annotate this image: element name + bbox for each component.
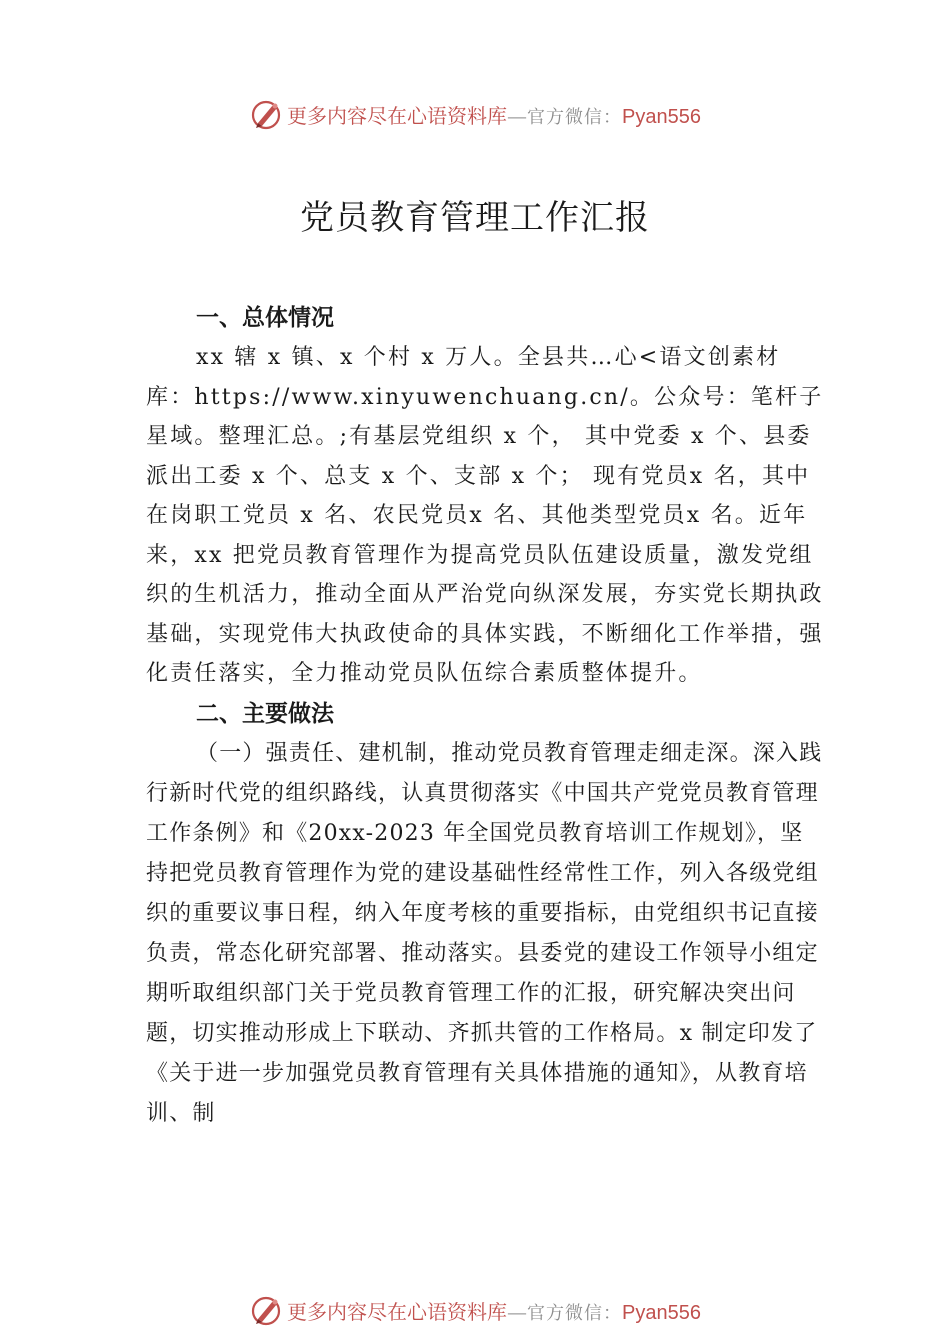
banner-text <box>287 100 701 129</box>
banner-text <box>287 1296 701 1325</box>
section-paragraph-overview: xx 辖 x 镇、x 个村 x 万人。全县共…心<语文创素材库：https://www.xinyuwenchuang.cn/。公众号：笔杆子星域。整理汇总。;有基层党组织 x 个， 其中党委 x 个、县委派出工委 x 个、总支 x 个、支部 x 个； 现有党员x 名，其中在岗职工党员 x 名、农民党员x 名、其他类型党员x 名。近年来，xx 把党员教育管理作为提高党员队伍建设质量，激发党组织的生机活力，推动全面从严治党向纵深发展，夯实党长期执政基础，实现党伟大执政使命的具体实践，不断细化工作举措，强化责任落实，全力推动党员队伍综合素质整体提升。 <box>146 345 824 686</box>
banner-main: 更多内容尽在心语资料库 <box>287 103 508 128</box>
pen-logo-icon <box>249 97 283 131</box>
document-title: 党员教育管理工作汇报 <box>300 198 650 238</box>
footer-watermark-banner <box>0 1290 950 1330</box>
banner-separator: — <box>507 103 528 128</box>
banner-main: 更多内容尽在心语资料库 <box>287 1299 508 1324</box>
document-body <box>146 298 826 1134</box>
banner-wechat-label: 官方微信： <box>527 1302 623 1324</box>
section-paragraph-practices: （一）强责任、建机制，推动党员教育管理走细走深。深入践行新时代党的组织路线，认真贯彻落实《中国共产党党员教育管理工作条例》和《20xx-2023 年全国党员教育培训工作规划》，坚持把党员教育管理作为党的建设基础性经常性工作，列入各级党组织的重要议事日程，纳入年度考核的重要指标，由党组织书记直接负责，常态化研究部署、推动落实。县委党的建设工作领导小组定期听取组织部门关于党员教育管理工作的汇报，研究解决突出问题，切实推动形成上下联动、齐抓共管的工作格局。x 制定印发了《关于进一步加强党员教育管理有关具体措施的通知》，从教育培训、制 <box>146 740 823 1126</box>
section-heading-overview: 一、总体情况 <box>196 305 334 331</box>
banner-wechat-id: Pyan556 <box>622 1301 701 1324</box>
section-heading-practices: 二、主要做法 <box>196 700 334 727</box>
header-watermark-banner <box>0 94 950 134</box>
banner-separator: — <box>507 1299 528 1324</box>
banner-wechat-label: 官方微信： <box>527 106 623 128</box>
banner-wechat-id: Pyan556 <box>622 105 701 128</box>
pen-logo-icon <box>249 1293 283 1327</box>
